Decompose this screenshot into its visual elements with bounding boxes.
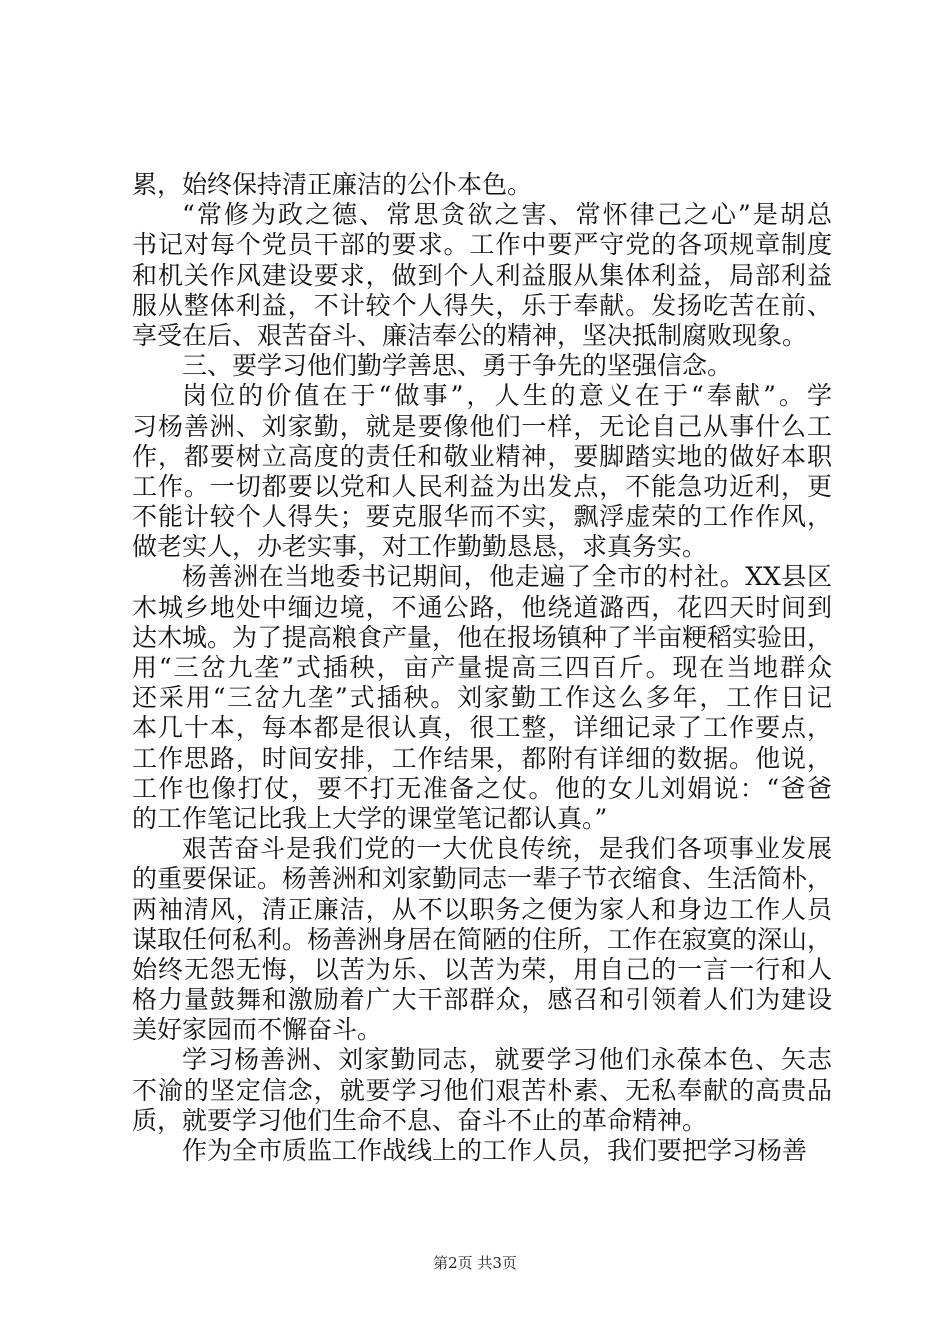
text-line: 服从整体利益，不计较个人得失，乐于奉献。发扬吃苦在前、 (132, 290, 832, 320)
text-line: 谋取任何私利。杨善洲身居在简陋的住所，工作在寂寞的深山， (132, 924, 833, 954)
text-line: 书记对每个党员干部的要求。工作中要严守党的各项规章制度 (132, 230, 832, 260)
text-line: 做老实人，办老实事，对工作勤勤恳恳，求真务实。 (132, 532, 708, 562)
text-line: 不能计较个人得失；要克服华而不实，飘浮虚荣的工作作风， (132, 502, 832, 532)
text-line: 始终无怨无悔，以苦为乐、以苦为荣，用自己的一言一行和人 (132, 954, 832, 984)
text-line: 的重要保证。杨善洲和刘家勤同志一辈子节衣缩食、生活简朴， (132, 864, 833, 894)
page-number-footer: 第2页 共3页 (433, 1254, 517, 1272)
text-line: 不渝的坚定信念，就要学习他们艰苦朴素、无私奉献的高贵品 (132, 1075, 832, 1105)
text-line: 两袖清风，清正廉洁，从不以职务之便为家人和身边工作人员 (132, 894, 832, 924)
paragraph (132, 1045, 832, 1136)
text-line: 的工作笔记比我上大学的课堂笔记都认真。” (132, 803, 608, 833)
text-line: 享受在后、艰苦奋斗、廉洁奉公的精神，坚决抵制腐败现象。 (132, 320, 808, 350)
text-line: 和机关作风建设要求，做到个人利益服从集体利益，局部利益 (132, 260, 832, 290)
text-line: “常修为政之德、常思贪欲之害、常怀律己之心”是胡总 (182, 200, 832, 230)
text-line: 木城乡地处中缅边境，不通公路，他绕道潞西，花四天时间到 (132, 592, 832, 622)
paragraph (132, 170, 832, 200)
paragraph (132, 351, 832, 381)
text-line: 三、要学习他们勤学善思、勇于争先的坚强信念。 (182, 351, 733, 381)
text-line: 工作。一切都要以党和人民利益为出发点，不能急功近利，更 (132, 471, 832, 501)
text-line: 工作思路，时间安排，工作结果，都附有详细的数据。他说， (132, 743, 832, 773)
text-line: 本几十本，每本都是很认真，很工整，详细记录了工作要点， (132, 713, 832, 743)
text-line: 学习杨善洲、刘家勤同志，就要学习他们永葆本色、矢志 (182, 1045, 832, 1075)
paragraph (132, 562, 832, 834)
text-line: 杨善洲在当地委书记期间，他走遍了全市的村社。XX县区 (182, 562, 832, 592)
paragraph (132, 200, 832, 351)
text-line: 用“三岔九垄”式插秧，亩产量提高三四百斤。现在当地群众 (132, 653, 832, 682)
text-line: 还采用“三岔九垄”式插秧。刘家勤工作这么多年，工作日记 (132, 683, 832, 713)
paragraph (132, 834, 832, 1045)
paragraph (132, 1136, 832, 1166)
text-line: 美好家园而不懈奋斗。 (132, 1015, 383, 1045)
text-line: 习杨善洲、刘家勤，就是要像他们一样，无论自己从事什么工 (132, 411, 832, 441)
text-line: 作为全市质监工作战线上的工作人员，我们要把学习杨善 (182, 1136, 808, 1165)
text-line: 格力量鼓舞和激励着广大干部群众，感召和引领着人们为建设 (132, 985, 832, 1015)
document-body (132, 170, 832, 1166)
text-line: 达木城。为了提高粮食产量，他在报场镇种了半亩粳稻实验田， (132, 622, 833, 652)
text-line: 艰苦奋斗是我们党的一大优良传统，是我们各项事业发展 (182, 834, 832, 864)
text-line: 工作也像打仗，要不打无准备之仗。他的女儿刘娟说：“爸爸 (132, 773, 832, 803)
text-line: 累，始终保持清正廉洁的公仆本色。 (132, 170, 533, 199)
text-line: 作，都要树立高度的责任和敬业精神，要脚踏实地的做好本职 (132, 441, 832, 471)
text-line: 岗位的价值在于“做事”，人生的意义在于“奉献”。学 (182, 381, 832, 411)
text-line: 质，就要学习他们生命不息、奋斗不止的革命精神。 (132, 1105, 708, 1135)
paragraph (132, 381, 832, 562)
